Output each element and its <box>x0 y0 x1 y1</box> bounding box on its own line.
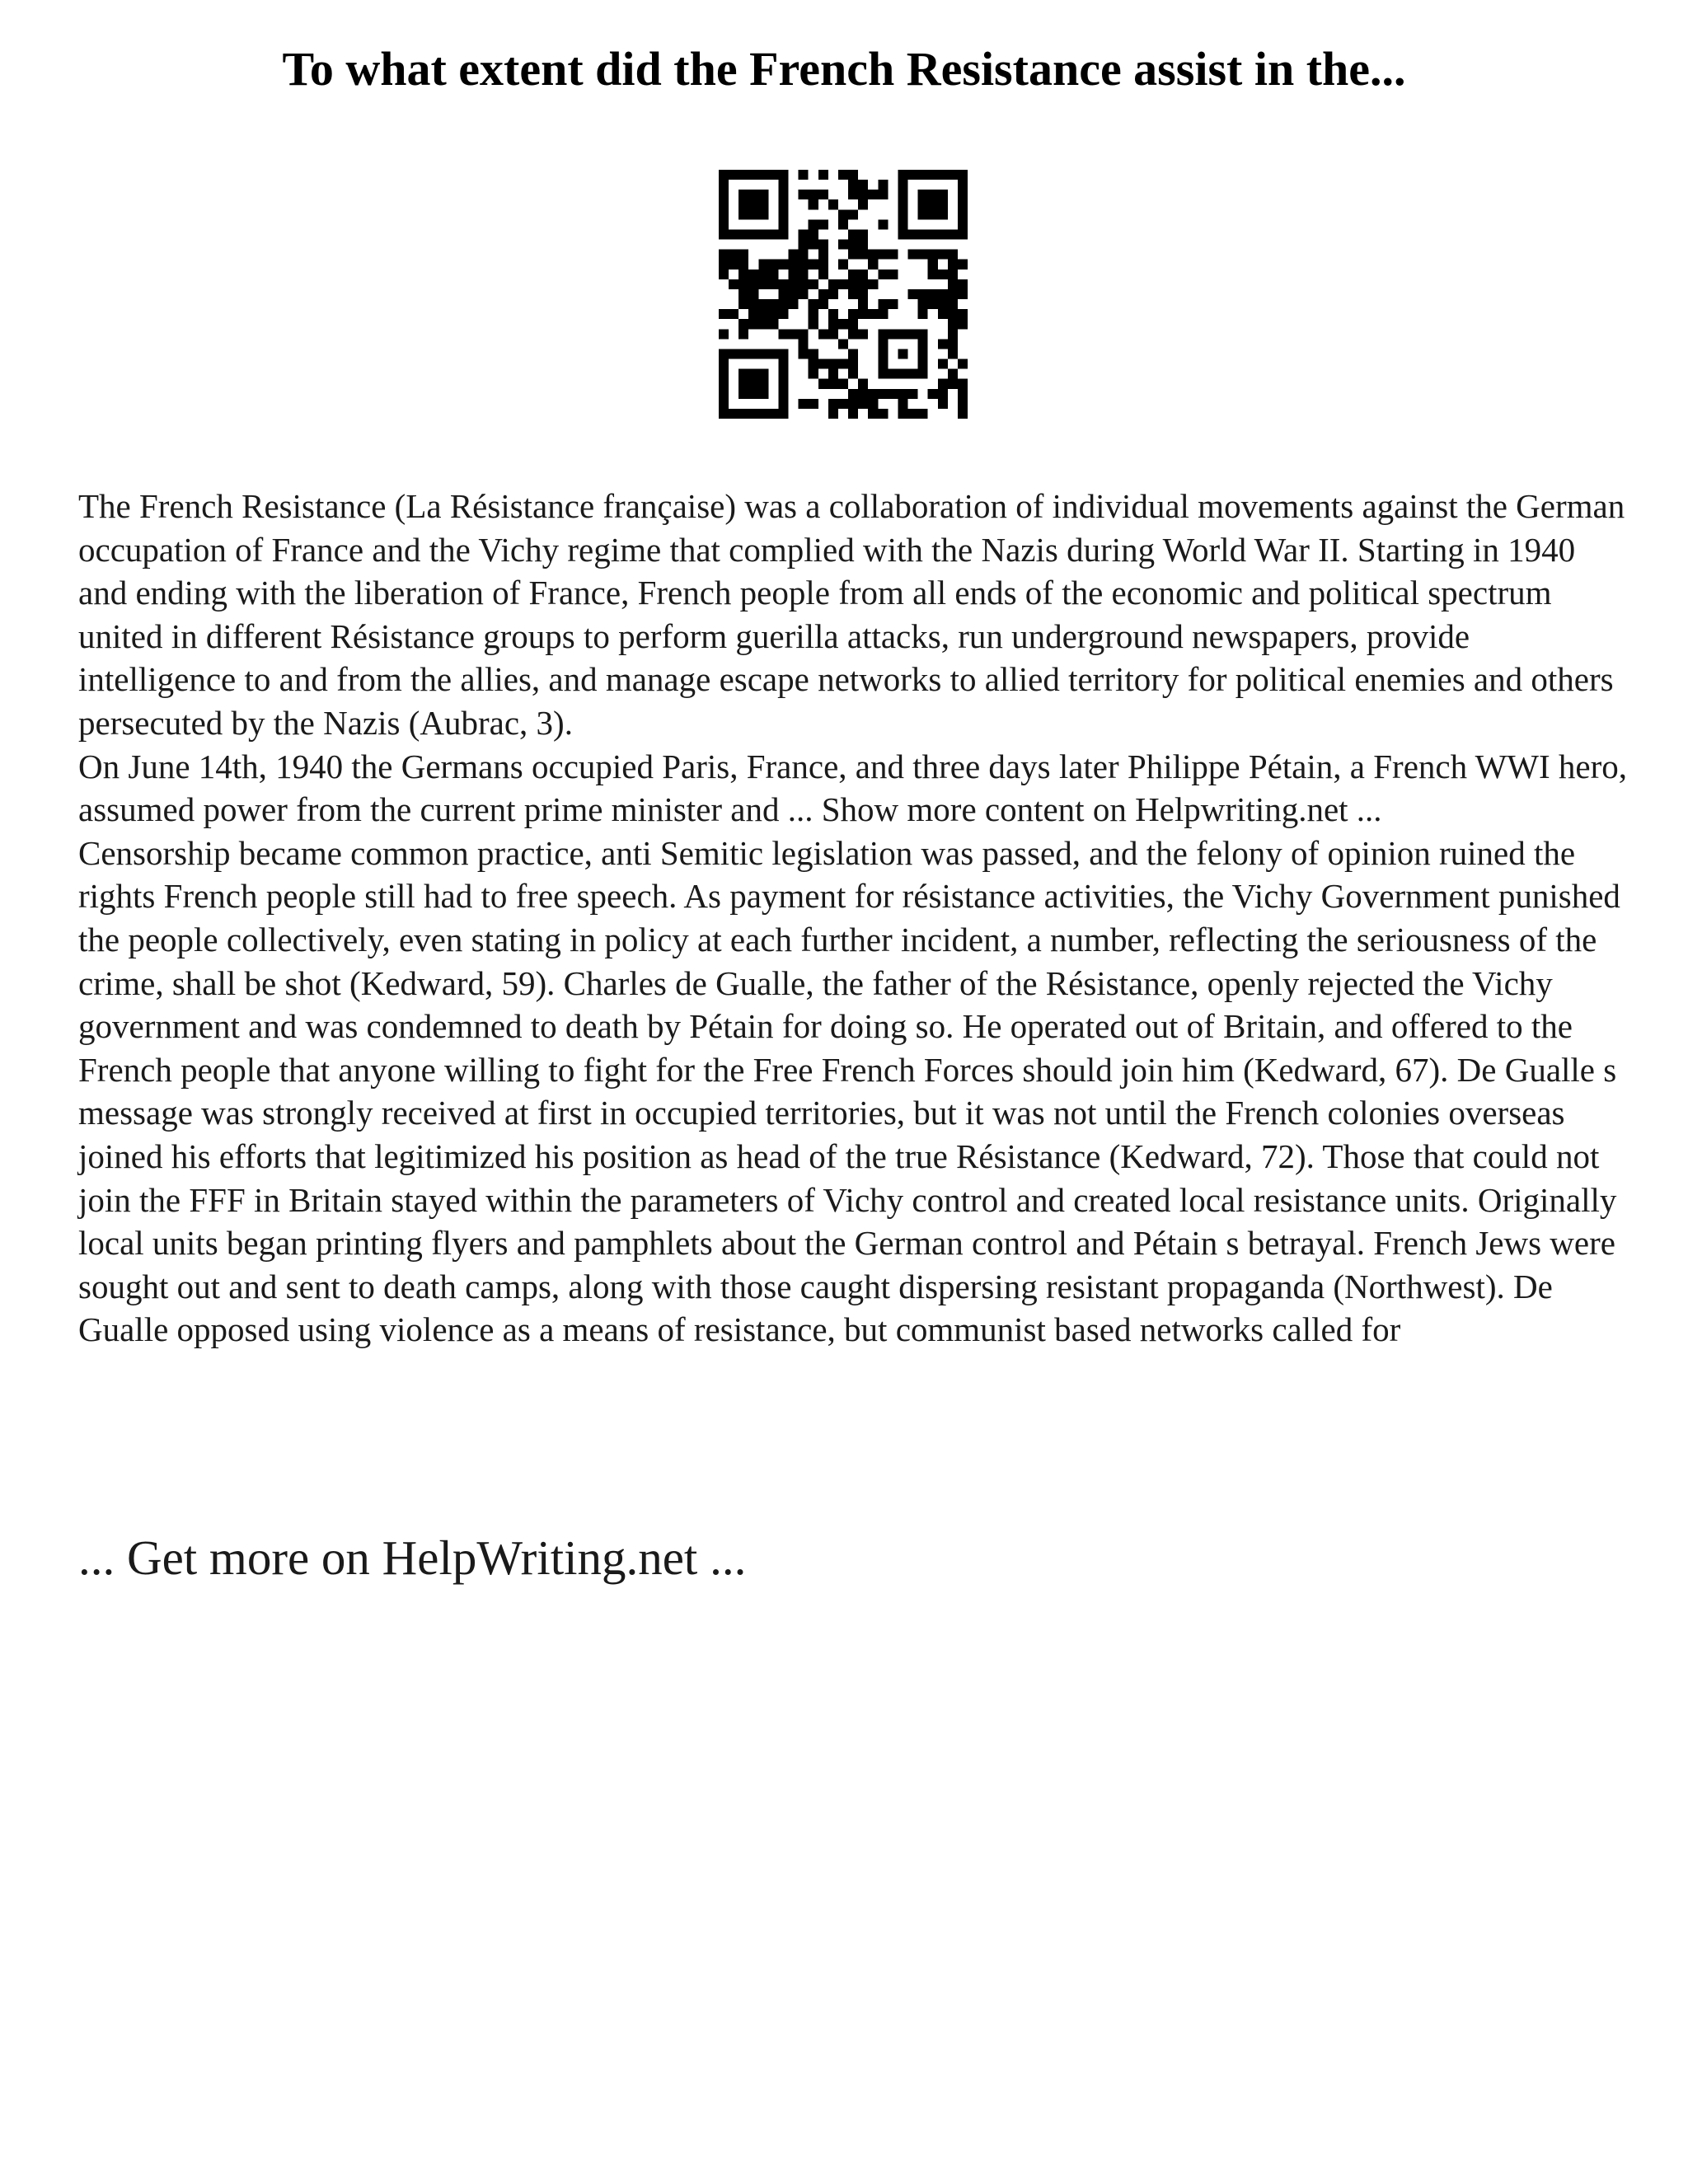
document-title: To what extent did the French Resistance assist in the... <box>282 42 1406 96</box>
qr-code-graphic <box>719 170 968 419</box>
qr-code-icon[interactable] <box>719 170 968 419</box>
article-body <box>78 485 1628 1352</box>
paragraph: On June 14th, 1940 the Germans occupied Paris, France, and three days later Philippe Pétain, a French WWI hero, assumed power from the current prime minister and ... Show more content on Helpwriting.net ... <box>78 747 1628 829</box>
get-more-link[interactable]: ... Get more on HelpWriting.net ... <box>78 1530 747 1585</box>
paragraph: The French Resistance (La Résistance française) was a collaboration of individual movements against the German occupation of France and the Vichy regime that complied with the Nazis during World War II. Starting in 1940 and ending with the liberation of France, French people from all ends of the economic and political spectrum united in different Résistance groups to perform guerilla attacks, run underground newspapers, provide intelligence to and from the allies, and manage escape networks to allied territory for political enemies and others persecuted by the Nazis (Aubrac, 3). <box>78 487 1625 742</box>
paragraph: Censorship became common practice, anti Semitic legislation was passed, and the felony of opinion ruined the rights French people still had to free speech. As payment for résistance activities, the Vichy Government punished the people collectively, even stating in policy at each further incident, a number, reflecting the seriousness of the crime, shall be shot (Kedward, 59). Charles de Gualle, the father of the Résistance, openly rejected the Vichy government and was condemned to death by Pétain for doing so. He operated out of Britain, and offered to the French people that anyone willing to fight for the Free French Forces should join him (Kedward, 67). De Gualle s message was strongly received at first in occupied territories, but it was not until the French colonies overseas joined his efforts that legitimized his position as head of the true Résistance (Kedward, 72). Those that could not join the FFF in Britain stayed within the parameters of Vichy control and created local resistance units. Originally local units began printing flyers and pamphlets about the German control and Pétain s betrayal. French Jews were sought out and sent to death camps, along with those caught dispersing resistant propaganda (Northwest). De Gualle opposed using violence as a means of resistance, but communist based networks called for <box>78 833 1620 1349</box>
